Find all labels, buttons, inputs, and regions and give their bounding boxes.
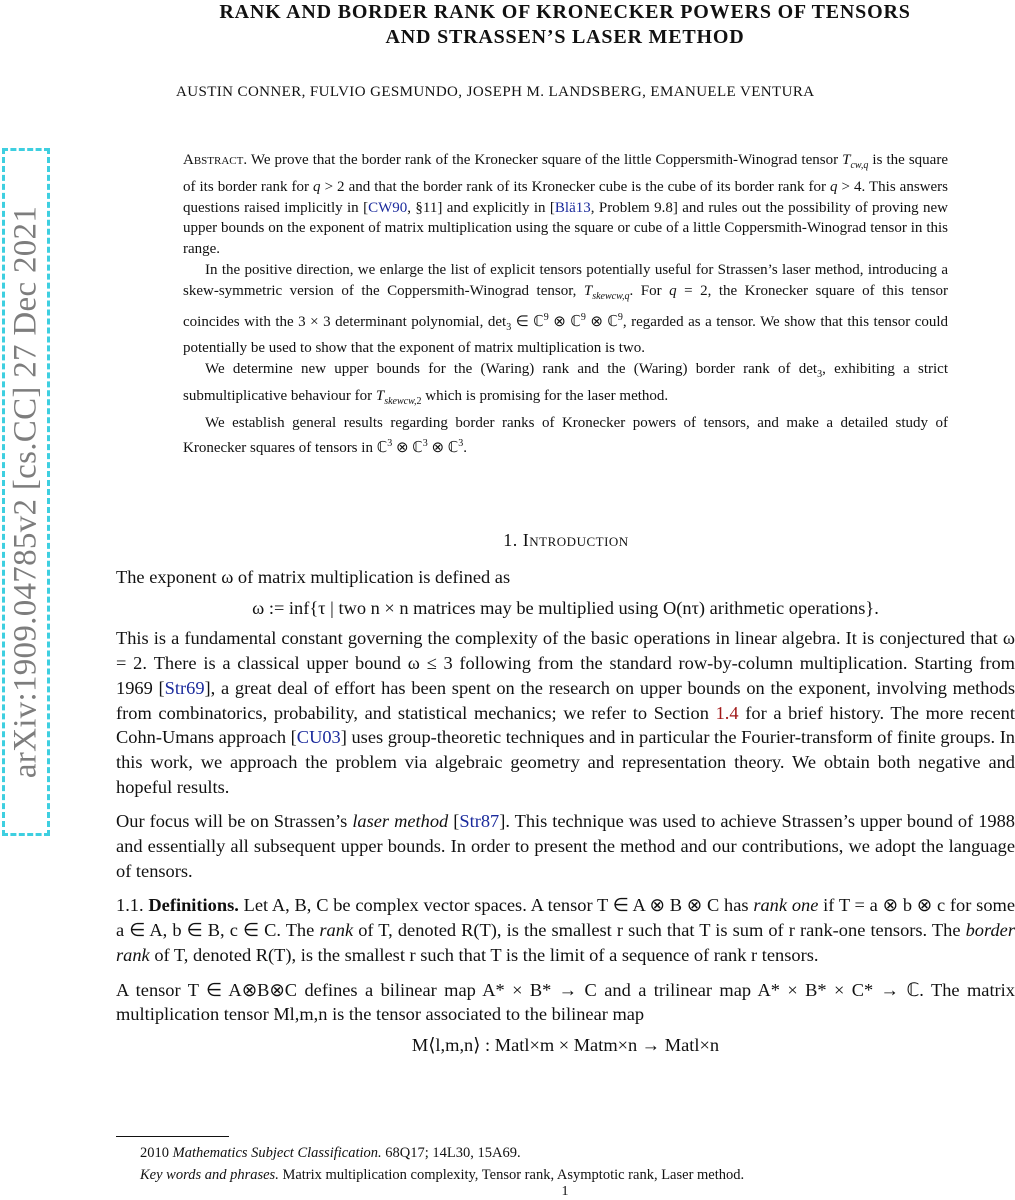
- abstract-text: , §11] and explicitly in [: [407, 199, 555, 216]
- body-paragraph-3: [116, 809, 1015, 883]
- body-text-run: Our focus will be on Strassen’s: [116, 811, 353, 832]
- footnote-label: Key words and phrases.: [140, 1167, 279, 1183]
- emphasis-rank: rank: [319, 920, 354, 941]
- equation-matrix-multiplication-map: M⟨l,m,n⟩ : Matl×m × Matm×n → Matl×n: [411, 1034, 720, 1055]
- footnote-label: Mathematics Subject Classification.: [172, 1145, 382, 1161]
- subsection-title: Definitions.: [148, 895, 239, 916]
- abstract-text: . This answers questions raised implicitly in: [183, 178, 948, 216]
- abstract-text: . For: [629, 282, 670, 299]
- abstract-text: We determine new upper bounds for the (Waring) rank and the (Waring) border rank of det: [205, 361, 818, 378]
- abstract-text: We prove that the border rank of the Kronecker square of the little Coppersmith-Winograd tensor: [247, 152, 843, 168]
- abstract-text: .: [463, 439, 468, 456]
- body-text-run: [: [448, 811, 460, 832]
- body-text: [116, 565, 1015, 1064]
- arxiv-stamp: [2, 148, 50, 836]
- page-number: 1: [561, 1184, 569, 1199]
- citation-str87[interactable]: Str87: [459, 811, 500, 832]
- footnote-text: 68Q17; 14L30, 15A69.: [381, 1145, 521, 1161]
- abstract-text: is the square of its border rank for: [183, 152, 948, 195]
- paper-title: [130, 0, 1000, 50]
- body-text-run: This is a fundamental constant governing the complexity of the basic operations in linear algebra. It is conjectured that ω = 2. There is a classical upper bound ω ≤ 3 following from the standard row-by-column multiplication. Starting from 1969 [: [116, 628, 1015, 698]
- abstract-paragraph-2: In the positive direction, we enlarge the list of explicit tensors potentially useful for Strassen’s laser method, introducing a skew-symmetric version of the Coppersmith-Winograd tensor, $T_{skewcw,q}$. For q = 2, the Kronecker square of this tensor coincides with the 3 × 3 determinant polynomial, $\det_3$ ∈ ℂ$^9$ ⊗ ℂ$^9$ ⊗ ℂ$^9$, regarded as a tensor. We show that this tensor could potentially be used to show that the exponent of matrix multiplication is two.: [183, 261, 949, 357]
- abstract-text: , regarded as a tensor. We show that this tensor could potentially be used to show that the exponent of matrix multiplication is two.: [183, 313, 949, 357]
- abstract-text: , Problem 9.8] and rules out the possibility of proving new upper bounds on the exponent of matrix multiplication using the square or cube of a little Coppersmith-Winograd tensor in this range.: [183, 199, 949, 258]
- abstract-text: which is promising for the laser method.: [421, 387, 669, 404]
- body-text-run: of T, denoted R(T), is the smallest r such that T is sum of r rank-one tensors. The: [353, 920, 966, 941]
- citation-bla13[interactable]: Blä13: [554, 199, 591, 216]
- footnote-text: Matrix multiplication complexity, Tensor rank, Asymptotic rank, Laser method.: [278, 1167, 745, 1183]
- emphasis-rank-one: rank one: [753, 895, 819, 916]
- abstract-text: , the Kronecker square of this tensor coincides with the 3 × 3 determinant polynomial,: [183, 282, 948, 330]
- section-ref-1-4[interactable]: 1.4: [715, 702, 739, 723]
- arxiv-id: arXiv:1909.04785v2 [cs.CC] 27 Dec 2021: [7, 205, 44, 779]
- title-line-1: RANK AND BORDER RANK OF KRONECKER POWERS OF TENSORS: [219, 1, 911, 23]
- author-list: AUSTIN CONNER, FULVIO GESMUNDO, JOSEPH M. LANDSBERG, EMANUELE VENTURA: [176, 84, 815, 100]
- abstract-text: and that the border rank of its Kronecker cube is the cube of its border rank for: [344, 178, 830, 195]
- body-text-run: of T, denoted R(T), is the smallest r such that T is the limit of a sequence of rank r tensors.: [149, 944, 819, 965]
- body-paragraph-5: A tensor T ∈ A⊗B⊗C defines a bilinear map A* × B* → C and a trilinear map A* × B* × C* → ℂ. The matrix multiplication tensor Ml,m,n is the tensor associated to the bilinear map: [116, 979, 1015, 1025]
- abstract-paragraph-1: Abstract. We prove that the border rank of the Kronecker square of the little Coppersmith-Winograd tensor $T_{cw,q}$ is the square of its border rank for q > 2 and that the border rank of its Kronecker cube is the cube of its border rank for q > 4. This answers questions raised implicitly in [CW90, §11] and explicitly in [Blä13, Problem 9.8] and rules out the possibility of proving new upper bounds on the exponent of matrix multiplication using the square or cube of a little Coppersmith-Winograd tensor in this range.: [183, 152, 949, 258]
- subsection-number: 1.1.: [116, 895, 144, 916]
- citation-str69[interactable]: Str69: [164, 677, 205, 698]
- footnote-text: 2010: [140, 1145, 173, 1161]
- footnote-keywords: [140, 1164, 1000, 1186]
- body-text-run: ]. This technique was used to achieve Strassen’s upper bound of 1988 and essentially all subsequent upper bounds. In order to present the method and our contributions, we adopt the language of tensors.: [116, 811, 1015, 881]
- footnote-msc: [140, 1142, 1000, 1164]
- equation-omega-definition: ω := inf{τ | two n × n matrices may be multiplied using O(nτ) arithmetic operations}.: [252, 597, 879, 618]
- title-line-2: AND STRASSEN’S LASER METHOD: [385, 26, 745, 48]
- body-text-run: Let A, B, C be complex vector spaces. A tensor T ∈ A ⊗ B ⊗ C has: [238, 895, 754, 916]
- body-text-run: if T = a ⊗ b ⊗ c for some a ∈ A, b ∈ B, c ∈ C. The: [116, 895, 1015, 941]
- body-paragraph-definitions: [116, 893, 1015, 967]
- abstract-label: Abstract.: [183, 152, 248, 168]
- body-text-run: for a brief history. The more recent Cohn-Umans approach [: [116, 702, 1015, 748]
- abstract: [183, 150, 948, 458]
- footnote-rule: [116, 1136, 229, 1137]
- body-paragraph-2: [116, 626, 1015, 799]
- emphasis-border-rank: border rank: [116, 920, 1015, 965]
- emphasis-laser-method: laser method: [352, 811, 449, 832]
- abstract-text: In the positive direction, we enlarge the list of explicit tensors potentially useful for Strassen’s laser method, introducing a skew-symmetric version of the Coppersmith-Winograd tensor,: [183, 261, 948, 299]
- body-text-run: ] uses group-theoretic techniques and in particular the Fourier-transform of finite groups. In this work, we approach the problem via algebraic geometry and representation theory. We obtain both negative and hopeful results.: [116, 727, 1015, 797]
- footnotes: [140, 1142, 1000, 1186]
- body-paragraph-1: The exponent ω of matrix multiplication is defined as: [116, 567, 511, 587]
- abstract-paragraph-4: We establish general results regarding border ranks of Kronecker powers of tensors, and make a detailed study of Kronecker squares of tensors in ℂ$^3$ ⊗ ℂ$^3$ ⊗ ℂ$^3$.: [183, 414, 948, 456]
- citation-cu03[interactable]: CU03: [296, 727, 341, 748]
- abstract-text: , exhibiting a strict submultiplicative behaviour for: [183, 361, 949, 404]
- citation-cw90[interactable]: CW90: [368, 199, 408, 216]
- abstract-text: We establish general results regarding border ranks of Kronecker powers of tensors, and make a detailed study of Kronecker squares of tensors in: [183, 414, 948, 456]
- abstract-paragraph-3: We determine new upper bounds for the (Waring) rank and the (Waring) border rank of $\det_3$, exhibiting a strict submultiplicative behaviour for $T_{skewcw,2}$ which is promising for the laser method.: [183, 361, 949, 407]
- section-heading-introduction: 1. Introduction: [503, 530, 629, 550]
- body-text-run: ], a great deal of effort has been spent on the research on upper bounds on the exponent, involving methods from combinatorics, probability, and statistical mechanics; we refer to Section: [116, 677, 1015, 723]
